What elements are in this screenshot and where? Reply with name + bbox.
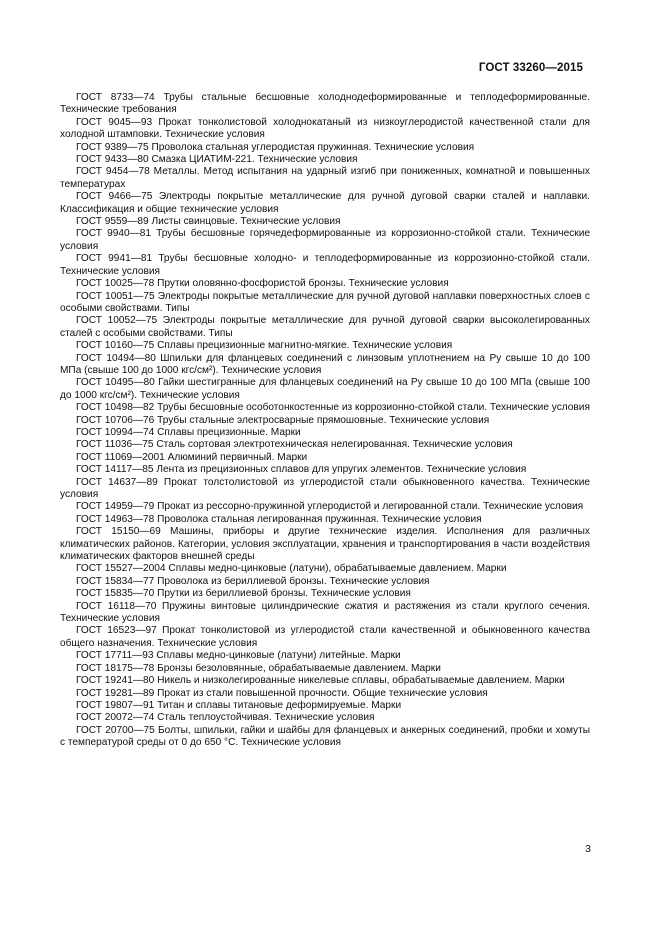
reference-entry: ГОСТ 15527—2004 Сплавы медно-цинковые (латуни), обрабатываемые давлением. Марки (76, 563, 507, 575)
reference-entry: ГОСТ 19807—91 Титан и сплавы титановые деформируемые. Марки (76, 699, 402, 711)
page-number: 3 (585, 843, 591, 855)
reference-entry: ГОСТ 9454—78 Металлы. Метод испытания на ударный изгиб при пониженных, комнатной и повышенных температурах (60, 166, 590, 190)
reference-entry: ГОСТ 10052—75 Электроды покрытые металлические для ручной дуговой сварки высоколегированных сталей с особыми свойствами. Типы (60, 315, 590, 339)
reference-entry: ГОСТ 11069—2001 Алюминий первичный. Марки (76, 451, 308, 463)
reference-entry: ГОСТ 19281—89 Прокат из стали повышенной прочности. Общие технические условия (76, 687, 488, 699)
reference-entry: ГОСТ 9466—75 Электроды покрытые металлические для ручной дуговой сварки сталей и наплавки. Классификация и общие технические условия (60, 191, 590, 215)
reference-entry: ГОСТ 10025—78 Прутки оловянно-фосфористой бронзы. Технические условия (76, 278, 449, 290)
reference-entry: ГОСТ 9433—80 Смазка ЦИАТИМ-221. Технические условия (76, 154, 358, 166)
reference-entry: ГОСТ 10706—76 Трубы стальные электросварные прямошовные. Технические условия (76, 414, 490, 426)
reference-entry: ГОСТ 10494—80 Шпильки для фланцевых соединений с линзовым уплотнением на Ру свыше 10 до 100 МПа (свыше 100 до 1000 кгс/см²). Технические условия (60, 352, 590, 376)
reference-entry: ГОСТ 18175—78 Бронзы безоловянные, обрабатываемые давлением. Марки (76, 662, 441, 674)
reference-entry: ГОСТ 10160—75 Сплавы прецизионные магнитно-мягкие. Технические условия (76, 340, 453, 352)
reference-entry: ГОСТ 14637—89 Прокат толстолистовой из углеродистой стали обыкновенного качества. Технические условия (60, 476, 590, 500)
reference-entry: ГОСТ 9045—93 Прокат тонколистовой холоднокатаный из низкоуглеродистой качественной стали для холодной штамповки. Технические условия (60, 116, 590, 141)
reference-entry: ГОСТ 10994—74 Сплавы прецизионные. Марки (76, 426, 301, 438)
reference-entry: ГОСТ 9559—89 Листы свинцовые. Технические условия (76, 216, 341, 228)
reference-entry: ГОСТ 14959—79 Прокат из рессорно-пружинной углеродистой и легированной стали. Технические условия (76, 501, 584, 513)
reference-entry: ГОСТ 11036—75 Сталь сортовая электротехническая нелегированная. Технические условия (76, 439, 513, 451)
reference-entry: ГОСТ 10495—80 Гайки шестигранные для фланцевых соединений на Ру свыше 10 до 100 МПа (свыше 100 до 1000 кгс/см²). Технические условия (60, 377, 590, 401)
reference-entry: ГОСТ 9940—81 Трубы бесшовные горячедеформированные из коррозионно-стойкой стали. Технические условия (60, 228, 590, 252)
reference-entry: ГОСТ 15834—77 Проволока из бериллиевой бронзы. Технические условия (76, 575, 430, 587)
reference-entry: ГОСТ 14963—78 Проволока стальная легированная пружинная. Технические условия (76, 513, 482, 525)
reference-entry: ГОСТ 17711—93 Сплавы медно-цинковые (латуни) литейные. Марки (76, 650, 401, 662)
reference-entry: ГОСТ 16523—97 Прокат тонколистовой из углеродистой стали качественной и обыкновенного качества общего назначения. Технические условия (60, 625, 590, 649)
reference-entry: ГОСТ 20700—75 Болты, шпильки, гайки и шайбы для фланцевых и анкерных соединений, пробки и хомуты с температурой среды от 0 до 650 °С. Технические условия (60, 724, 590, 749)
reference-entry: ГОСТ 9941—81 Трубы бесшовные холодно- и теплодеформированные из коррозионно-стойкой стали. Технические условия (60, 253, 590, 277)
reference-entry: ГОСТ 10498—82 Трубы бесшовные особотонкостенные из коррозионно-стойкой стали. Технические условия (76, 402, 590, 414)
reference-entry: ГОСТ 8733—74 Трубы стальные бесшовные холоднодеформированные и теплодеформированные. Технические требования (60, 92, 590, 116)
reference-entry: ГОСТ 20072—74 Сталь теплоустойчивая. Технические условия (76, 712, 375, 724)
document-code: ГОСТ 33260—2015 (478, 62, 583, 74)
reference-entry: ГОСТ 15150—69 Машины, приборы и другие технические изделия. Исполнения для различных климатических районов. Категории, условия эксплуатации, хранения и транспортирования в части воздействия климатических факторов внешней среды (60, 526, 590, 563)
reference-entry: ГОСТ 10051—75 Электроды покрытые металлические для ручной дуговой наплавки поверхностных слоев с особыми свойствами. Типы (60, 290, 590, 314)
reference-entry: ГОСТ 16118—70 Пружины винтовые цилиндрические сжатия и растяжения из стали круглого сечения. Технические условия (60, 600, 590, 625)
reference-entry: ГОСТ 14117—85 Лента из прецизионных сплавов для упругих элементов. Технические условия (76, 464, 527, 476)
reference-entry: ГОСТ 9389—75 Проволока стальная углеродистая пружинная. Технические условия (76, 141, 475, 153)
reference-list (60, 92, 590, 750)
reference-entry: ГОСТ 15835—70 Прутки из бериллиевой бронзы. Технические условия (76, 588, 411, 600)
reference-entry: ГОСТ 19241—80 Никель и низколегированные никелевые сплавы, обрабатываемые давлением. Марки (76, 675, 565, 687)
